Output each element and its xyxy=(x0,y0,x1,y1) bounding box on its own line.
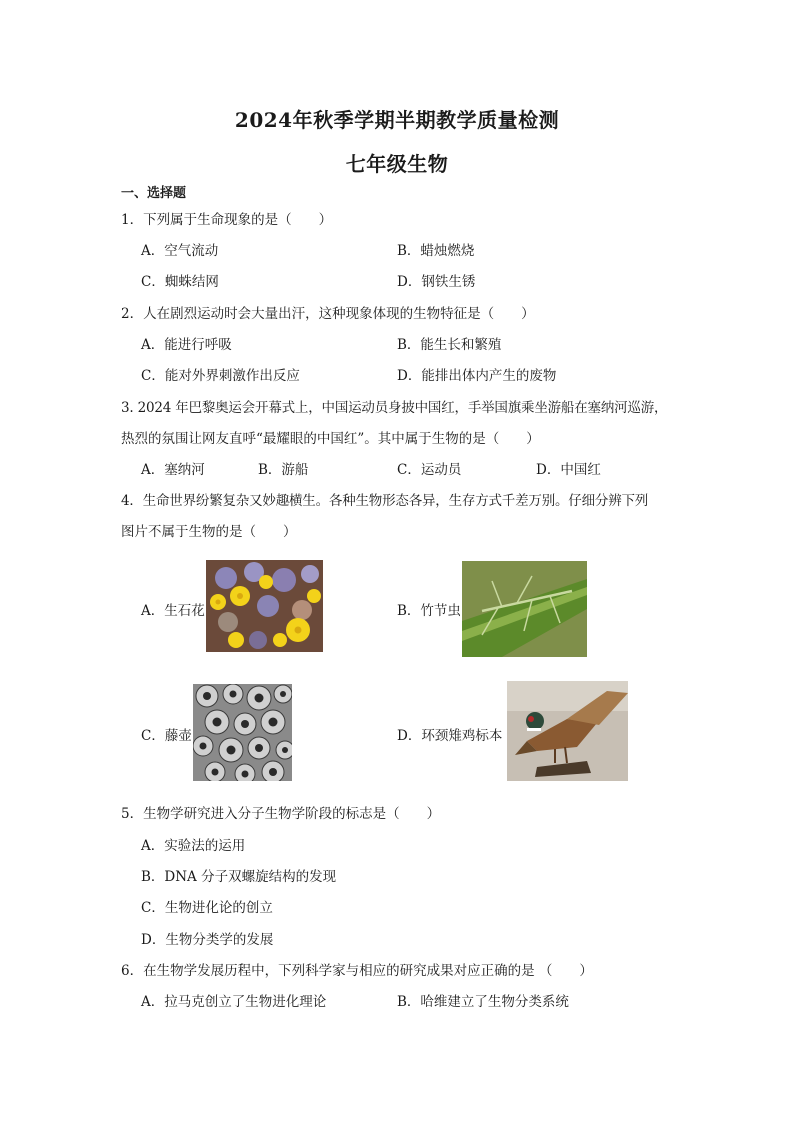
question-1-option-b[interactable]: B．蜡烛燃烧 xyxy=(397,243,475,259)
exam-subtitle: 七年级生物 xyxy=(345,152,449,176)
question-5-option-d[interactable]: D．生物分类学的发展 xyxy=(141,932,274,948)
question-1-option-a[interactable]: A．空气流动 xyxy=(141,243,219,259)
question-3-option-c[interactable]: C．运动员 xyxy=(397,462,462,478)
question-4-option-c[interactable]: C．藤壶 xyxy=(141,728,192,744)
question-2-option-a[interactable]: A．能进行呼吸 xyxy=(141,337,232,353)
question-1-option-d[interactable]: D．钢铁生锈 xyxy=(397,274,476,290)
question-5-option-c[interactable]: C．生物进化论的创立 xyxy=(141,900,273,916)
question-1-stem: 1．下列属于生命现象的是（ ） xyxy=(121,212,333,228)
question-2-stem: 2．人在剧烈运动时会大量出汗，这种现象体现的生物特征是（ ） xyxy=(121,306,535,322)
question-6-stem: 6．在生物学发展历程中，下列科学家与相应的研究成果对应正确的是 （ ） xyxy=(121,963,593,979)
question-4-option-d[interactable]: D．环颈雉鸡标本 xyxy=(397,728,503,744)
question-1-option-c[interactable]: C．蜘蛛结网 xyxy=(141,274,219,290)
question-5-option-a[interactable]: A．实验法的运用 xyxy=(141,838,246,854)
question-3-option-a[interactable]: A．塞纳河 xyxy=(141,462,205,478)
question-2-option-d[interactable]: D．能排出体内产生的废物 xyxy=(397,368,557,384)
question-4-option-a[interactable]: A．生石花 xyxy=(141,603,205,619)
section-heading: 一、选择题 xyxy=(121,186,187,201)
question-5-option-b[interactable]: B．DNA 分子双螺旋结构的发现 xyxy=(141,869,337,885)
question-6-option-a[interactable]: A．拉马克创立了生物进化理论 xyxy=(141,994,327,1010)
question-2-option-b[interactable]: B．能生长和繁殖 xyxy=(397,337,502,353)
question-3-stem-line-1: 3. 2024 年巴黎奥运会开幕式上，中国运动员身披中国红，手举国旗乘坐游船在塞纳河巡游， xyxy=(121,400,668,416)
exam-title: 2024年秋季学期半期教学质量检测 xyxy=(234,108,560,132)
question-4-stem-line-1: 4．生命世界纷繁复杂又妙趣横生。各种生物形态各异，生存方式千差万别。仔细分辨下列 xyxy=(121,493,649,509)
pheasant-specimen-photo xyxy=(507,681,628,781)
question-5-stem: 5．生物学研究进入分子生物学阶段的标志是（ ） xyxy=(121,806,441,822)
question-6-option-b[interactable]: B．哈维建立了生物分类系统 xyxy=(397,994,569,1010)
question-4-stem-line-2: 图片不属于生物的是（ ） xyxy=(121,524,297,540)
question-4-option-b[interactable]: B．竹节虫 xyxy=(397,603,461,619)
question-3-option-d[interactable]: D．中国红 xyxy=(536,462,601,478)
living-stones-photo xyxy=(206,560,323,652)
question-3-option-b[interactable]: B．游船 xyxy=(258,462,309,478)
stick-insect-photo xyxy=(462,561,587,657)
barnacles-photo xyxy=(193,684,292,781)
question-3-stem-line-2: 热烈的氛围让网友直呼“最耀眼的中国红”。其中属于生物的是（ ） xyxy=(121,431,540,447)
question-2-option-c[interactable]: C．能对外界刺激作出反应 xyxy=(141,368,300,384)
